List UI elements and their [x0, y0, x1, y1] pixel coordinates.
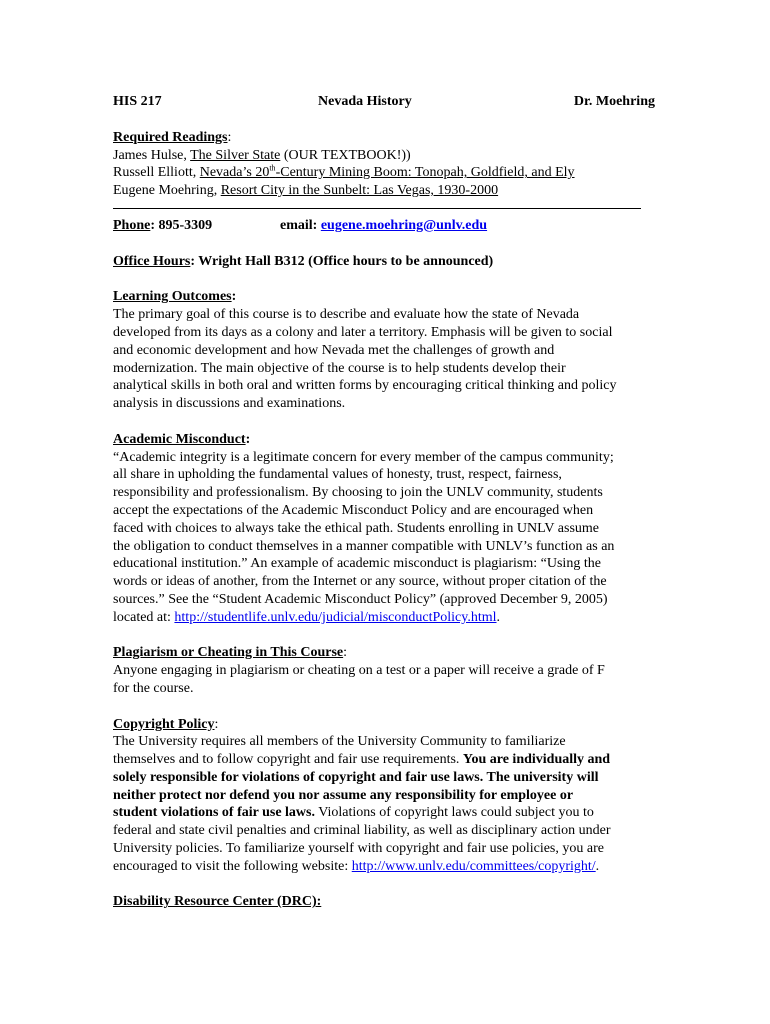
text-line: Anyone engaging in plagiarism or cheating on a test or a paper will receive a grade of F: [113, 663, 605, 679]
email-link[interactable]: eugene.moehring@unlv.edu: [320, 217, 488, 233]
syllabus-page: [113, 93, 658, 911]
reading-item: James Hulse, The Silver State (OUR TEXTBOOK!)): [113, 147, 411, 163]
copyright-link[interactable]: http://www.unlv.edu/committees/copyright/: [351, 858, 596, 874]
drc-heading: Disability Resource Center (DRC):: [113, 894, 322, 910]
email-info: email: eugene.moehring@unlv.edu: [280, 217, 488, 233]
text-line: accept the expectations of the Academic Misconduct Policy and are encouraged when: [113, 502, 594, 518]
readings-heading: Required Readings: [113, 129, 228, 145]
misconduct-policy-link[interactable]: http://studentlife.unlv.edu/judicial/misconductPolicy.html: [174, 609, 497, 625]
text-line: the obligation to conduct themselves in a manner compatible with UNLV’s function as an: [113, 538, 615, 554]
phone-info: Phone: 895-3309: [113, 217, 213, 233]
text-line: modernization. The main objective of the course is to help students develop their: [113, 360, 566, 376]
text-line: for the course.: [113, 680, 194, 696]
course-header: [113, 93, 658, 111]
contact-row: [113, 217, 658, 235]
office-hours: Office Hours: Wright Hall B312 (Office hours to be announced): [113, 253, 494, 269]
text-line: “Academic integrity is a legitimate concern for every member of the campus community;: [113, 449, 614, 465]
text-line: faced with choices to always take the ethical path. Students enrolling in UNLV assume: [113, 520, 599, 536]
text-line: federal and state civil penalties and criminal liability, as well as disciplinary action under: [113, 823, 611, 839]
reading-item: Eugene Moehring, Resort City in the Sunbelt: Las Vegas, 1930-2000: [113, 183, 499, 199]
text-line: words or ideas of another, from the Internet or any source, without proper citation of the: [113, 574, 607, 590]
divider-line: [113, 200, 641, 209]
text-line: located at: http://studentlife.unlv.edu/judicial/misconductPolicy.html.: [113, 609, 501, 625]
copyright-section: Copyright Policy: The University requires all members of the University Community to familiarize themselves and to follow copyright and fair use requirements. You are individually and solely responsible for violations of copyright and fair use laws. The university will neither protect nor defend you nor assume any responsibility for employee or student violations of fair use laws. Violations of copyright laws could subject you to federal and state civil penalties and criminal liability, as well as disciplinary action under University policies. To familiarize yourself with copyright and fair use policies, you are encouraged to visit the following website: http://www.unlv.edu/committees/copyright/.: [113, 716, 658, 876]
text-line: The primary goal of this course is to describe and evaluate how the state of Nevada: [113, 307, 580, 323]
text-line: solely responsible for violations of copyright and fair use laws. The university will: [113, 769, 599, 785]
text-line: and economic development and how Nevada met the challenges of growth and: [113, 342, 555, 358]
academic-misconduct-section: Academic Misconduct: “Academic integrity is a legitimate concern for every member of the campus community; all share in upholding the fundamental values of honesty, trust, respect, fairness, responsibility and professionalism. By choosing to join the UNLV community, students accept the expectations of the Academic Misconduct Policy and are encouraged when faced with choices to always take the ethical path. Students enrolling in UNLV assume the obligation to conduct themselves in a manner compatible with UNLV’s function as an educational institution.” An example of academic misconduct is plagiarism: “Using the words or ideas of another, from the Internet or any source, without proper citation of the sources.” See the “Student Academic Misconduct Policy” (approved December 9, 2005) located at: http://studentlife.unlv.edu/judicial/misconductPolicy.html.: [113, 431, 658, 627]
drc-section: [113, 893, 658, 911]
outcomes-heading: Learning Outcomes: [113, 289, 232, 305]
course-title: Nevada History: [318, 94, 412, 109]
text-line: all share in upholding the fundamental values of honesty, trust, respect, fairness,: [113, 467, 562, 483]
instructor-name: Dr. Moehring: [573, 94, 655, 109]
text-line: encouraged to visit the following website: http://www.unlv.edu/committees/copyright/.: [113, 858, 600, 874]
text-line: University policies. To familiarize yourself with copyright and fair use policies, you are: [113, 841, 604, 857]
text-line: responsibility and professionalism. By choosing to join the UNLV community, students: [113, 485, 603, 501]
reading-item: Russell Elliott, Nevada’s 20th-Century Mining Boom: Tonopah, Goldfield, and Ely: [113, 163, 575, 181]
text-line: educational institution.” An example of academic misconduct is plagiarism: “Using the: [113, 556, 601, 572]
text-line: The University requires all members of the University Community to familiarize: [113, 734, 566, 750]
text-line: analysis in discussions and examinations.: [113, 396, 346, 412]
text-line: analytical skills in both oral and written forms by encouraging critical thinking and policy: [113, 378, 617, 394]
course-code: HIS 217: [113, 94, 162, 109]
copyright-heading: Copyright Policy: [113, 716, 215, 732]
plagiarism-heading: Plagiarism or Cheating in This Course: [113, 645, 344, 661]
text-line: sources.” See the “Student Academic Misconduct Policy” (approved December 9, 2005): [113, 591, 608, 607]
text-line: neither protect nor defend you nor assume any responsibility for employee or: [113, 787, 574, 803]
learning-outcomes-section: Learning Outcomes: The primary goal of this course is to describe and evaluate how the state of Nevada developed from its days as a colony and later a territory. Emphasis will be given to social and economic development and how Nevada met the challenges of growth and modernization. The main objective of the course is to help students develop their analytical skills in both oral and written forms by encouraging critical thinking and policy analysis in discussions and examinations.: [113, 288, 658, 413]
text-line: developed from its days as a colony and later a territory. Emphasis will be given to social: [113, 324, 613, 340]
plagiarism-section: Plagiarism or Cheating in This Course: Anyone engaging in plagiarism or cheating on a test or a paper will receive a grade of F for the course.: [113, 644, 658, 697]
text-line: themselves and to follow copyright and fair use requirements. You are individually and: [113, 752, 611, 768]
required-readings-section: Required Readings: James Hulse, The Silver State (OUR TEXTBOOK!)) Russell Elliott, Nevada’s 20th-Century Mining Boom: Tonopah, Goldfield, and Ely Eugene Moehring, Resort City in the Sunbelt: Las Vegas, 1930-2000: [113, 129, 658, 200]
text-line: student violations of fair use laws. Violations of copyright laws could subject you to: [113, 805, 594, 821]
misconduct-heading: Academic Misconduct: [113, 431, 246, 447]
